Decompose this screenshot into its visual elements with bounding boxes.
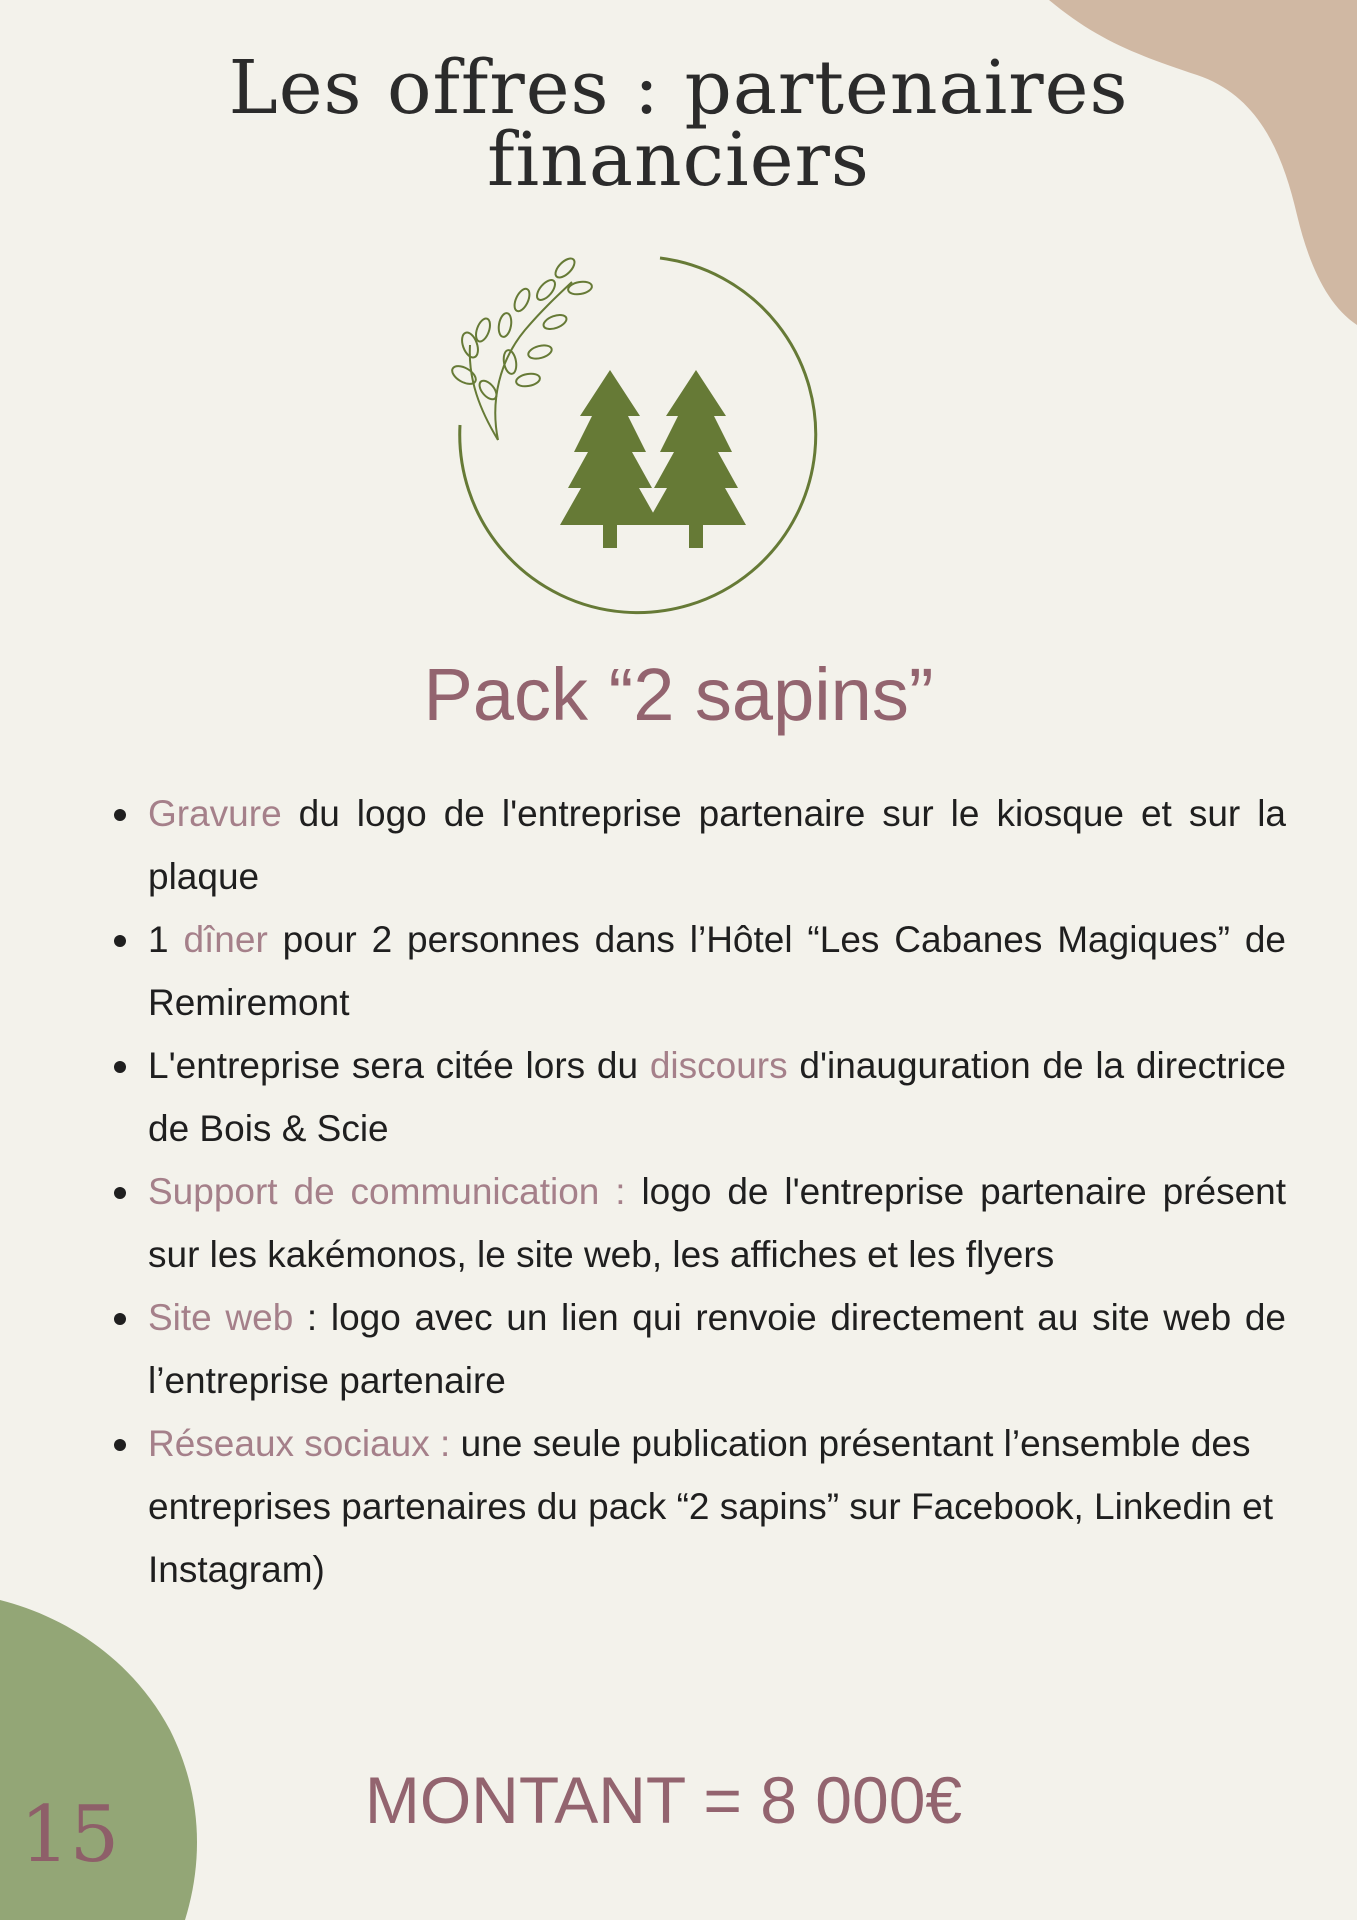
page-title-line-1: Les offres : partenaires xyxy=(228,45,1129,131)
benefit-text: du logo de l'entreprise partenaire sur le kiosque et sur la plaque xyxy=(148,793,1286,897)
list-item xyxy=(148,782,1286,908)
pine-tree-icon xyxy=(560,370,660,548)
emblem-circle xyxy=(460,258,816,613)
benefits-list xyxy=(148,782,1286,1601)
benefit-text: d'inauguration de la directrice de Bois & Scie xyxy=(148,1045,1286,1149)
benefit-highlight: Support de communication : xyxy=(148,1171,626,1212)
benefit-prefix: 1 xyxy=(148,919,184,960)
benefit-text: logo de l'entreprise partenaire présent sur les kakémonos, le site web, les affiches et les flyers xyxy=(148,1171,1287,1275)
benefit-highlight: discours xyxy=(649,1045,788,1086)
list-item xyxy=(148,1034,1286,1160)
list-item xyxy=(148,908,1286,1034)
leafy-branch-icon xyxy=(450,255,593,440)
benefit-highlight: Gravure xyxy=(148,793,282,834)
amount-total: MONTANT = 8 000€ xyxy=(364,1763,963,1837)
page-number: 15 xyxy=(20,1790,120,1880)
benefit-text: pour 2 personnes dans l’Hôtel “Les Cabanes Magiques” de Remiremont xyxy=(148,919,1287,1023)
emblem xyxy=(450,250,860,630)
list-item xyxy=(148,1160,1286,1286)
page-title-line-2: financiers xyxy=(487,117,870,203)
pack-title: Pack “2 sapins” xyxy=(423,653,934,736)
benefit-text: une seule publication présentant l’ensemble des entreprises partenaires du pack “2 sapins” sur Facebook, Linkedin et Instagram) xyxy=(148,1423,1273,1590)
page-title xyxy=(0,45,1357,203)
benefit-highlight: Réseaux sociaux : xyxy=(148,1423,451,1464)
benefit-prefix: L'entreprise sera citée lors du xyxy=(148,1045,650,1086)
benefit-highlight: dîner xyxy=(183,919,268,960)
benefit-highlight: Site web xyxy=(148,1297,294,1338)
list-item xyxy=(148,1286,1286,1412)
benefit-text: : logo avec un lien qui renvoie directement au site web de l’entreprise partenaire xyxy=(148,1297,1286,1401)
list-item xyxy=(148,1412,1286,1601)
pine-tree-icon xyxy=(646,370,746,548)
